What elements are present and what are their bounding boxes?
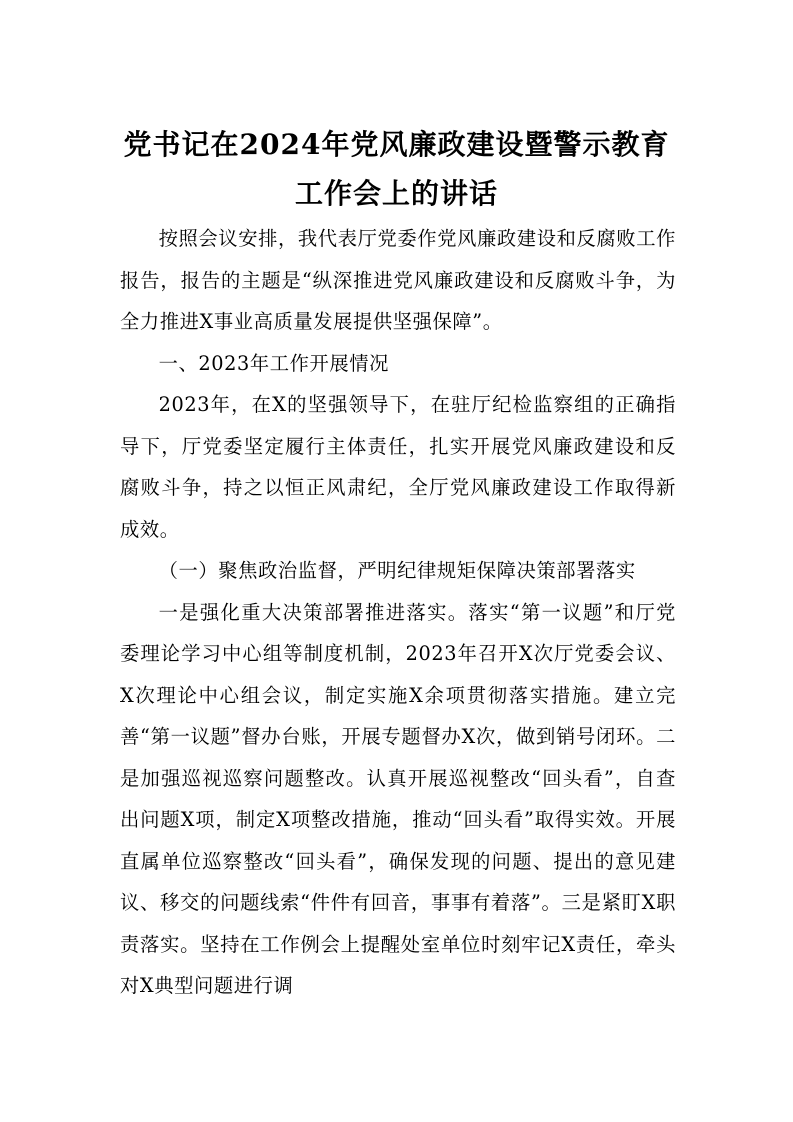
- paragraph-details: 一是强化重大决策部署推进落实。落实“第一议题”和厅党委理论学习中心组等制度机制，2023年召开X次厅党委会议、X次理论中心组会议，制定实施X余项贯彻落实措施。建立完善“第一议题”督办台账，开展专题督办X次，做到销号闭环。二是加强巡视巡察问题整改。认真开展巡视整改“回头看”，自查出问题X项，制定X项整改措施，推动“回头看”取得实效。开展直属单位巡察整改“回头看”，确保发现的问题、提出的意见建议、移交的问题线索“件件有回音，事事有着落”。三是紧盯X职责落实。坚持在工作例会上提醒处室单位时刻牢记X责任，牵头对X典型问题进行调: [120, 600, 676, 997]
- paragraph-intro: 按照会议安排，我代表厅党委作党风廉政建设和反腐败工作报告，报告的主题是“纵深推进党风廉政建设和反腐败斗争，为全力推进X事业高质量发展提供坚强保障”。: [120, 227, 676, 333]
- document-title-line-2: 工作会上的讲话: [294, 177, 498, 210]
- document-body: [120, 218, 676, 1007]
- paragraph-overview: 2023年，在X的坚强领导下，在驻厅纪检监察组的正确指导下，厅党委坚定履行主体责任，扎实开展党风廉政建设和反腐败斗争，持之以恒正风肃纪，全厅党风廉政建设工作取得新成效。: [120, 393, 676, 541]
- subsection-heading-1: （一）聚焦政治监督，严明纪律规矩保障决策部署落实: [158, 559, 636, 582]
- section-heading-1: 一、2023年工作开展情况: [158, 351, 389, 375]
- document-title-line-1: 党书记在2024年党风廉政建设暨警示教育: [123, 128, 670, 161]
